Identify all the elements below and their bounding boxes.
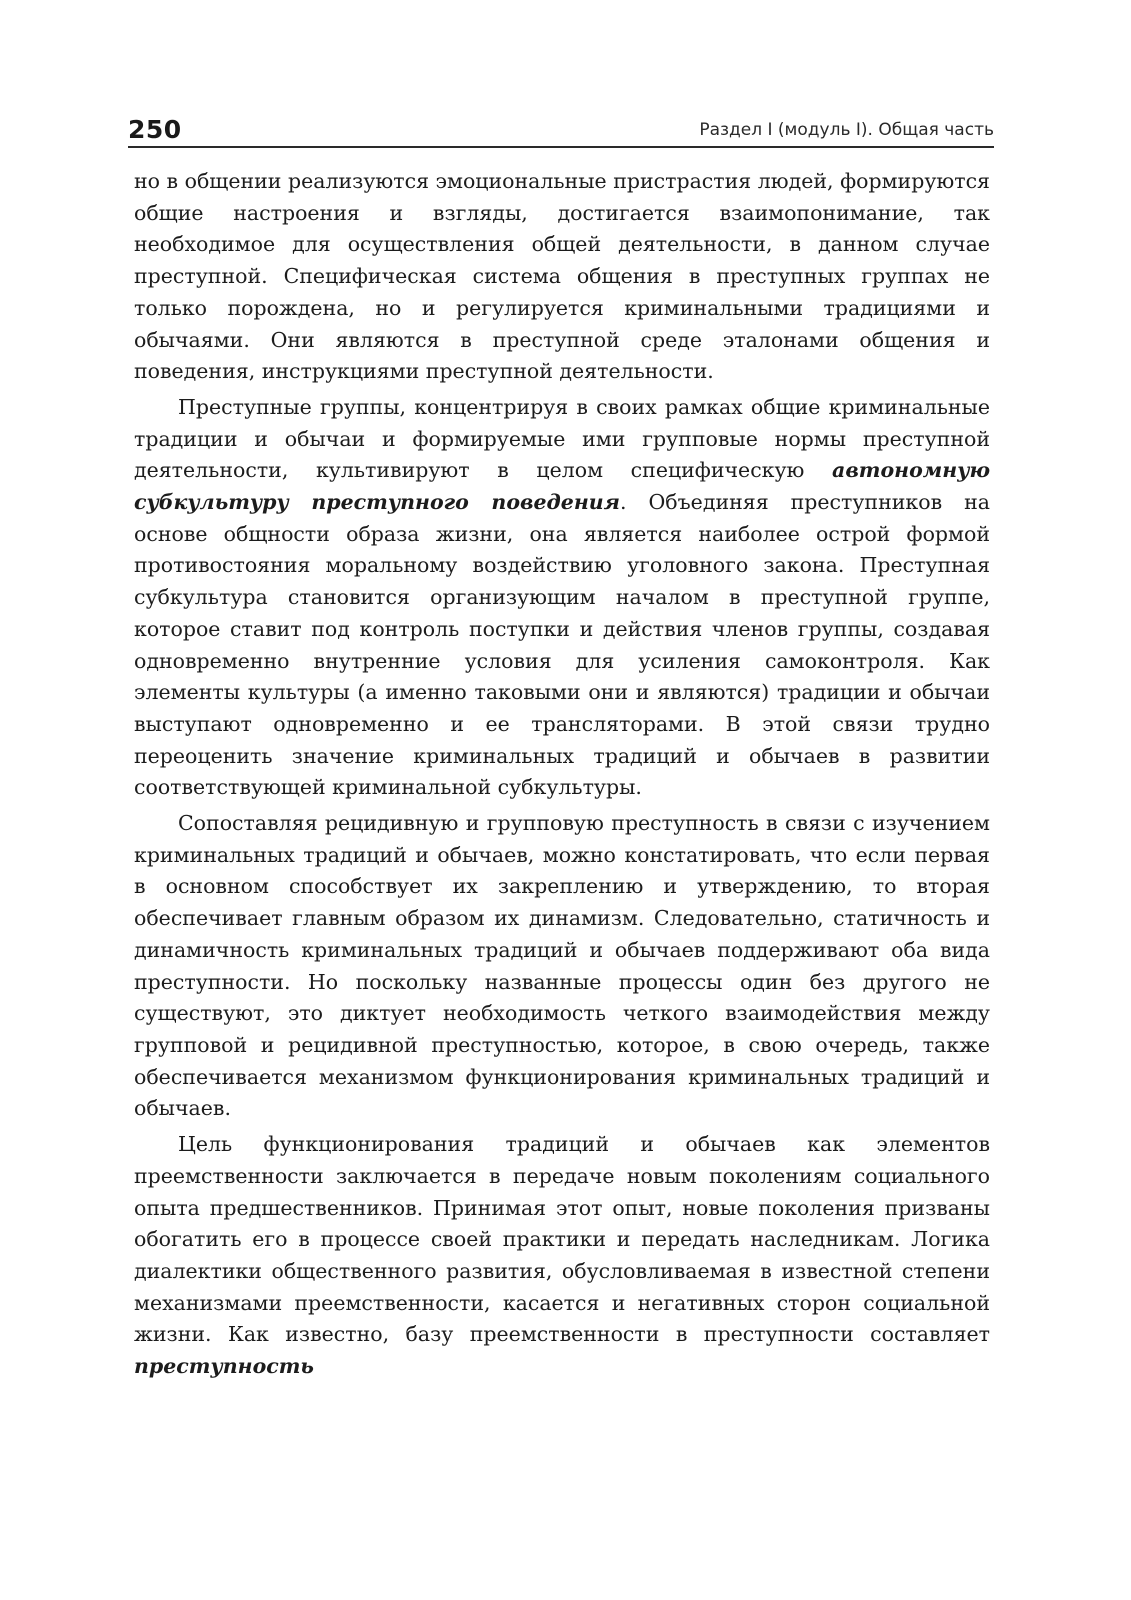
paragraph-4 <box>134 1129 990 1383</box>
paragraph-1-text: но в общении реализуются эмоциональные пристрастия людей, формируются общие настроения и взгляды, достигается взаимопонимание, так необходимое для осуществления общей деятельности, в данном случае преступной. Специфическая система общения в преступных группах не только порождена, но и регулируется криминальными традициями и обычаями. Они являются в преступной среде эталонами общения и поведения, инструкциями преступной деятельности. <box>134 169 990 384</box>
paragraph-2-emphasis: автономную субкультуру преступного поведения <box>134 458 990 515</box>
paragraph-3-text: Сопоставляя рецидивную и групповую преступность в связи с изучением криминальных традиций и обычаев, можно констатировать, что если первая в основном способствует их закреплению и утверждению, то вторая обеспечивает главным образом их динамизм. Следовательно, статичность и динамичность криминальных традиций и обычаев поддерживают оба вида преступности. Но поскольку названные процессы один без другого не существуют, это диктует необходимость четкого взаимодействия между групповой и рецидивной преступностью, которое, в свою очередь, также обеспечивается механизмом функционирования криминальных традиций и обычаев. <box>134 811 990 1121</box>
paragraph-1 <box>134 166 990 388</box>
paragraph-4-emphasis: преступность <box>134 1354 314 1379</box>
running-header <box>128 112 994 148</box>
paragraph-2-text-after: . Объединяя преступников на основе общности образа жизни, она является наиболее острой формой противостояния моральному воздействию уголовного закона. Преступная субкультура становится организующим началом в преступной группе, которое ставит под контроль поступки и действия членов группы, создавая одновременно внутренние условия для усиления самоконтроля. Как элементы культуры (а именно таковыми они и являются) традиции и обычаи выступают одновременно и ее трансляторами. В этой связи трудно переоценить значение криминальных традиций и обычаев в развитии соответствующей криминальной субкультуры. <box>134 490 990 800</box>
section-title: Раздел I (модуль I). Общая часть <box>699 120 994 140</box>
paragraph-3 <box>134 808 990 1125</box>
paragraph-4-text-before: Цель функционирования традиций и обычаев как элементов преемственности заключается в передаче новым поколениям социального опыта предшественников. Принимая этот опыт, новые поколения призваны обогатить его в процессе своей практики и передать наследникам. Логика диалектики общественного развития, обусловливаемая в известной степени механизмами преемственности, касается и негативных сторон социальной жизни. Как известно, базу преемственности в преступности составляет <box>134 1132 990 1347</box>
page-number: 250 <box>128 115 182 144</box>
paragraph-2-text-before: Преступные группы, концентрируя в своих рамках общие криминальные традиции и обычаи и формируемые ими групповые нормы преступной деятельности, культивируют в целом специфическую <box>134 394 990 483</box>
body-text <box>134 166 990 1387</box>
paragraph-2 <box>134 392 990 804</box>
